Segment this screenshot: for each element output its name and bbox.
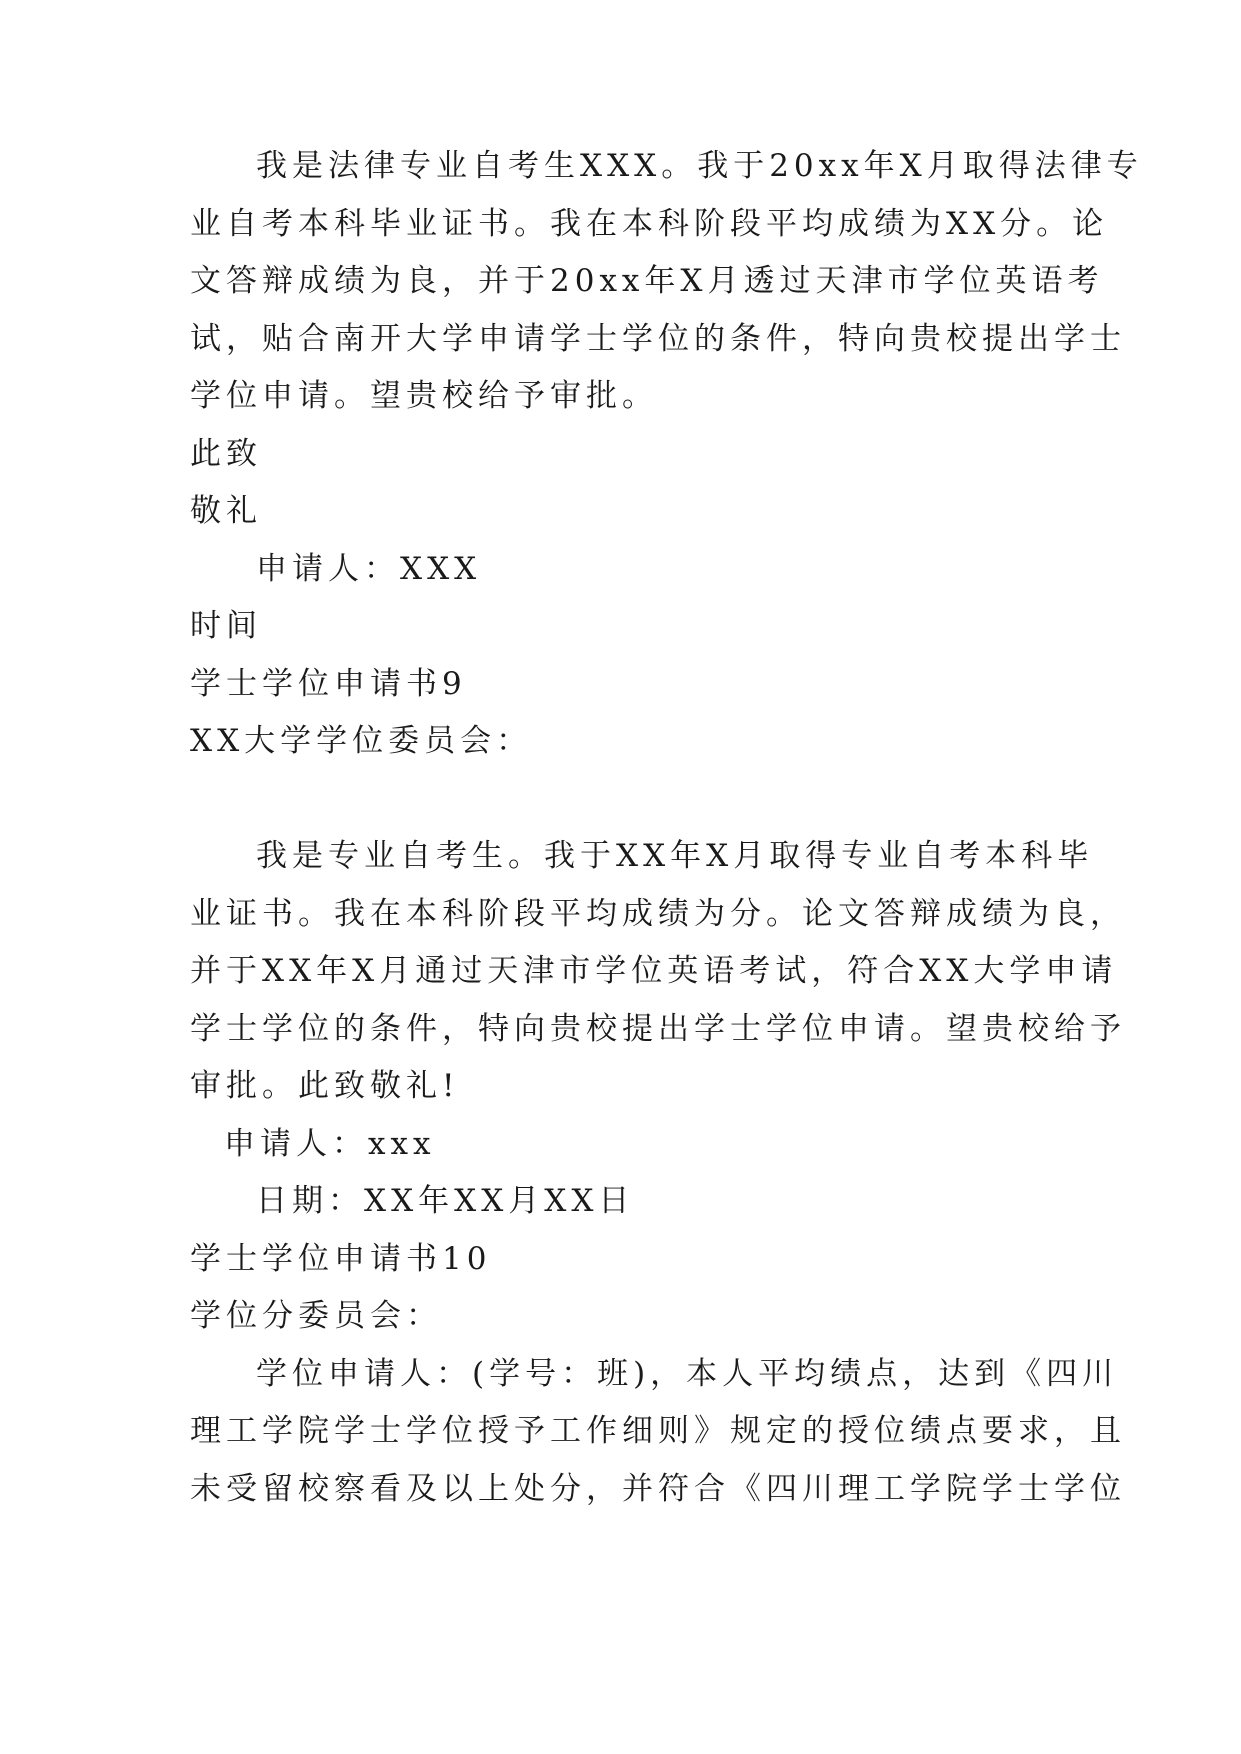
time-line: 时间 [190,608,262,644]
letter1-paragraph-line: 文答辩成绩为良，并于20xx年X月透过天津市学位英语考 [190,263,1104,299]
letter2-paragraph-line: 我是专业自考生。我于XX年X月取得专业自考本科毕 [256,838,1094,874]
letter2-paragraph-line: 业证书。我在本科阶段平均成绩为分。论文答辩成绩为良， [190,896,1126,932]
letter1-paragraph-line: 我是法律专业自考生XXX。我于20xx年X月取得法律专 [256,148,1143,184]
letter1-paragraph-line: 试，贴合南开大学申请学士学位的条件，特向贵校提出学士 [190,321,1126,357]
applicant-signature: 申请人：xxx [224,1126,436,1162]
recipient-line: 学位分委员会： [190,1298,442,1334]
date-line: 日期：XX年XX月XX日 [256,1183,635,1219]
letter3-paragraph-line: 学位申请人：(学号：班)，本人平均绩点，达到《四川 [256,1356,1119,1392]
section-title: 学士学位申请书10 [190,1241,492,1277]
recipient-line: XX大学学位委员会： [190,723,533,759]
letter3-paragraph-line: 理工学院学士学位授予工作细则》规定的授位绩点要求，且 [190,1413,1126,1449]
letter1-paragraph-line: 业自考本科毕业证书。我在本科阶段平均成绩为XX分。论 [190,206,1109,242]
letter1-paragraph-line: 学位申请。望贵校给予审批。 [190,378,658,414]
section-title: 学士学位申请书9 [190,666,467,702]
letter3-paragraph-line: 未受留校察看及以上处分，并符合《四川理工学院学士学位 [190,1471,1126,1507]
applicant-signature: 申请人：XXX [256,551,482,587]
letter2-paragraph-line: 并于XX年X月通过天津市学位英语考试，符合XX大学申请 [190,953,1118,989]
closing-salutation: 此致 [190,436,262,472]
letter2-paragraph-line: 学士学位的条件，特向贵校提出学士学位申请。望贵校给予 [190,1011,1126,1047]
letter2-paragraph-line: 审批。此致敬礼! [190,1068,460,1104]
closing-regards: 敬礼 [190,493,262,529]
